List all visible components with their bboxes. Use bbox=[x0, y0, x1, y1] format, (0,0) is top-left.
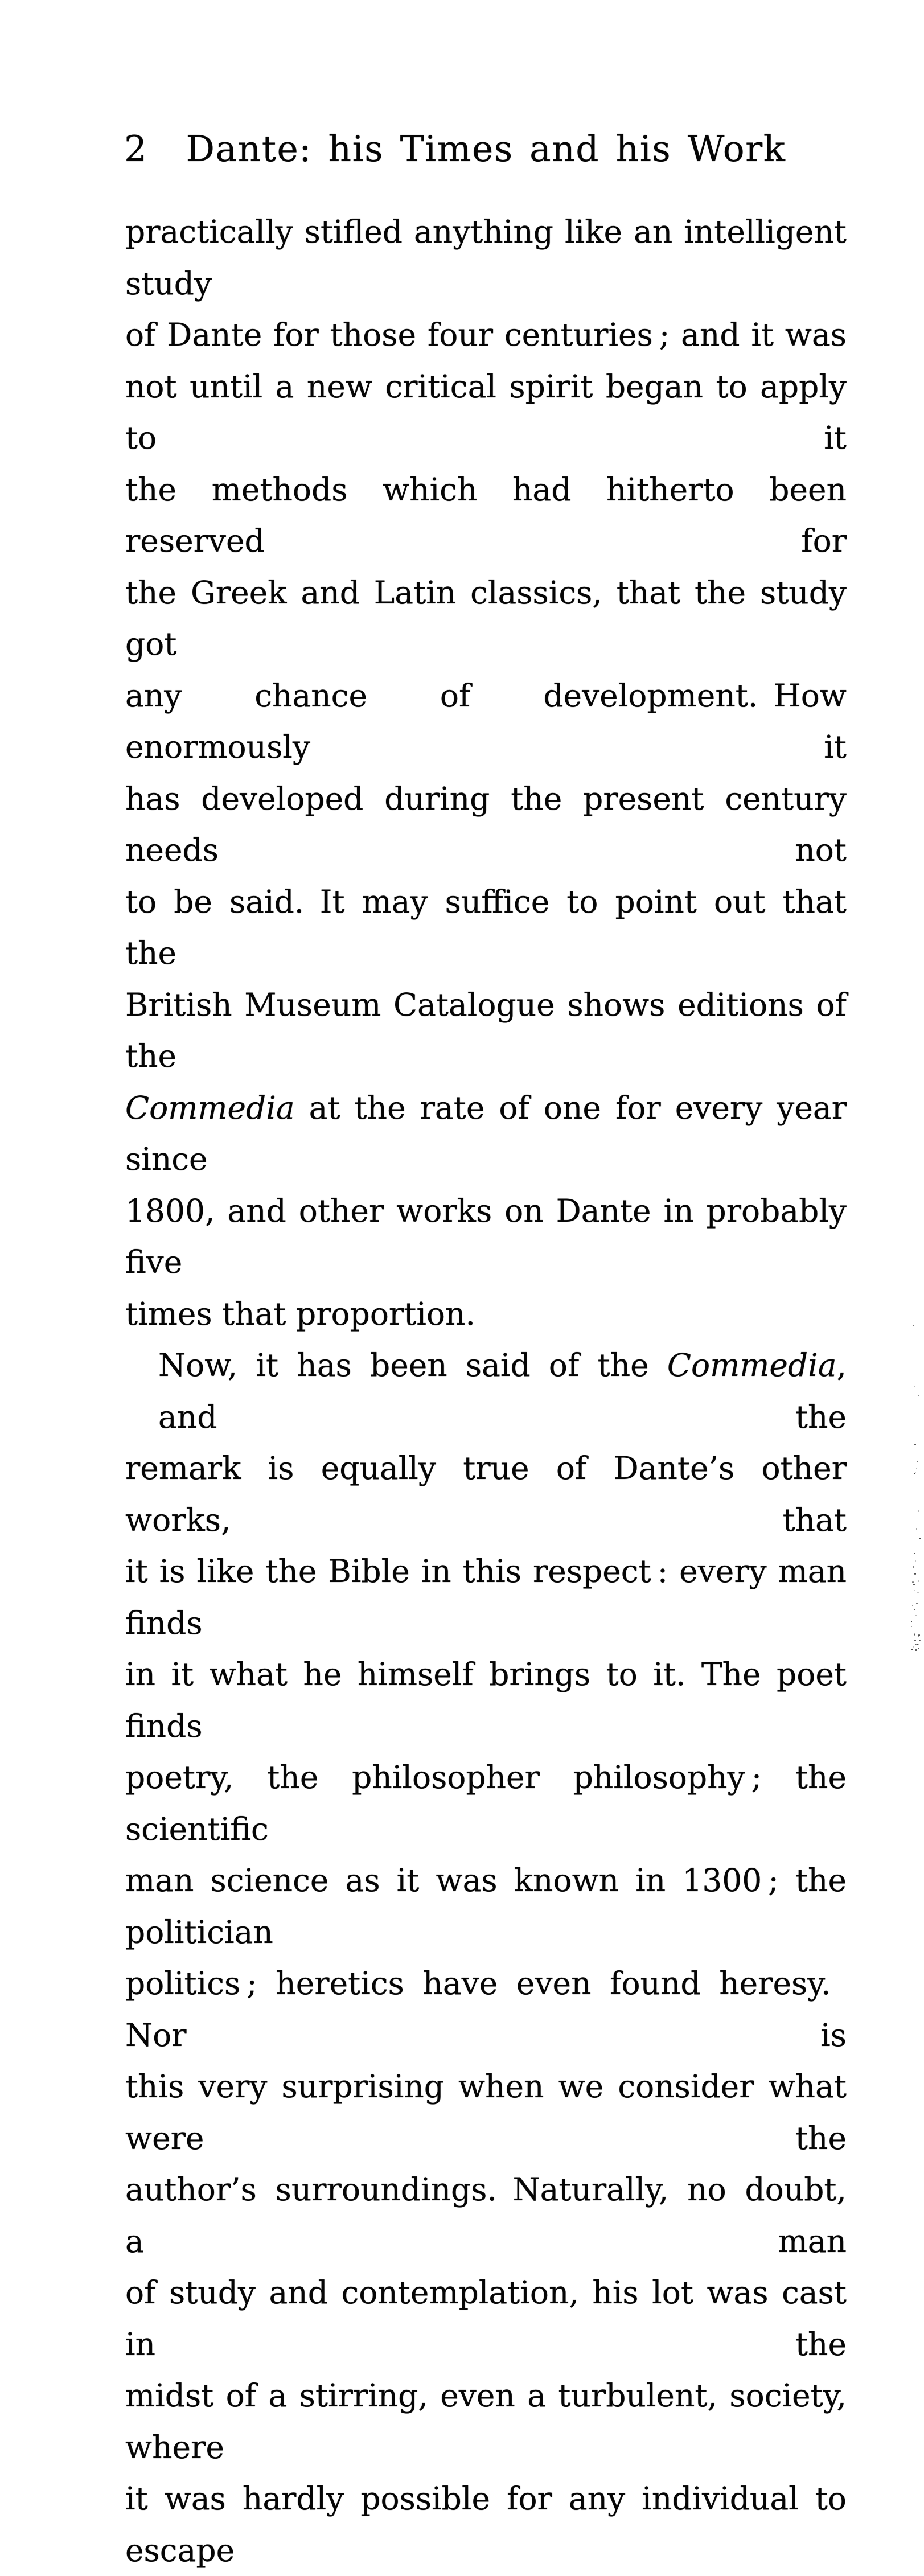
text-segment: politics ; heretics have even found heresy. Nor is bbox=[125, 1965, 847, 2053]
text-line bbox=[125, 2473, 847, 2576]
text-segment: at the rate of one for every year since bbox=[125, 1089, 847, 1177]
noise-speck bbox=[913, 1325, 914, 1326]
text-line bbox=[125, 1546, 847, 1649]
noise-speck bbox=[919, 1640, 921, 1641]
text-segment: British Museum Catalogue shows editions of the bbox=[125, 986, 847, 1074]
scan-noise-region bbox=[909, 0, 924, 1650]
text-segment: times that proportion. bbox=[125, 1295, 475, 1332]
noise-speck bbox=[917, 1461, 918, 1462]
noise-speck bbox=[918, 1648, 919, 1649]
text-segment: poetry, the philosopher philosophy ; the scientific bbox=[125, 1759, 847, 1847]
text-line bbox=[125, 2267, 847, 2370]
noise-speck bbox=[916, 1603, 918, 1604]
text-line bbox=[125, 2061, 847, 2164]
text-line bbox=[125, 206, 847, 309]
text-line bbox=[125, 1958, 847, 2061]
text-line bbox=[125, 2370, 847, 2473]
noise-speck bbox=[914, 1590, 915, 1591]
noise-speck bbox=[914, 1609, 915, 1610]
text-segment: Now, it has been said of the bbox=[158, 1347, 667, 1383]
noise-speck bbox=[918, 1510, 919, 1512]
noise-speck bbox=[914, 1473, 915, 1474]
text-line bbox=[125, 979, 847, 1082]
noise-speck bbox=[917, 1644, 918, 1645]
italic-text-segment: Commedia bbox=[667, 1347, 837, 1383]
text-segment: man science as it was known in 1300 ; the politician bbox=[125, 1862, 847, 1950]
text-segment: it was hardly possible for any individual to escape bbox=[125, 2480, 847, 2569]
text-segment: has developed during the present century needs not bbox=[125, 780, 847, 868]
paragraph bbox=[125, 1340, 847, 2576]
noise-speck bbox=[919, 1538, 921, 1539]
text-line bbox=[125, 2164, 847, 2267]
text-segment: not until a new critical spirit began to apply to it bbox=[125, 368, 847, 456]
paragraph bbox=[125, 206, 847, 1340]
noise-speck bbox=[916, 1468, 917, 1469]
text-line bbox=[125, 567, 847, 670]
noise-speck bbox=[911, 1621, 912, 1622]
text-line bbox=[125, 773, 847, 876]
noise-speck bbox=[918, 1644, 919, 1645]
text-line bbox=[125, 361, 847, 464]
page-header bbox=[125, 126, 847, 172]
noise-speck bbox=[915, 1615, 917, 1616]
noise-speck bbox=[914, 1386, 915, 1387]
noise-speck bbox=[917, 1592, 919, 1593]
noise-speck bbox=[915, 1560, 916, 1562]
noise-speck bbox=[915, 1644, 917, 1645]
text-line bbox=[125, 1752, 847, 1855]
text-segment: midst of a stirring, even a turbulent, society, where bbox=[125, 2377, 847, 2466]
text-segment: the methods which had hitherto been reserved for bbox=[125, 471, 847, 559]
text-segment: to be said. It may suffice to point out that the bbox=[125, 883, 847, 971]
text-segment: the Greek and Latin classics, that the study got bbox=[125, 574, 847, 662]
text-line bbox=[125, 1443, 847, 1546]
body-text bbox=[125, 206, 847, 2576]
noise-speck bbox=[911, 1626, 912, 1627]
text-line bbox=[125, 1649, 847, 1752]
noise-speck bbox=[915, 1472, 916, 1473]
noise-speck bbox=[918, 1636, 919, 1637]
text-line bbox=[125, 670, 847, 773]
noise-speck bbox=[913, 1566, 914, 1568]
noise-speck bbox=[914, 1573, 916, 1575]
noise-speck bbox=[912, 1605, 913, 1606]
text-segment: remark is equally true of Dante’s other works, that bbox=[125, 1450, 847, 1538]
italic-text-segment: Commedia bbox=[125, 1089, 295, 1126]
text-line bbox=[125, 1082, 847, 1185]
text-segment: author’s surroundings. Naturally, no doubt, a man bbox=[125, 2171, 847, 2259]
noise-speck bbox=[916, 1528, 917, 1530]
text-line bbox=[125, 1855, 847, 1958]
text-segment: practically stifled anything like an intelligent study bbox=[125, 213, 847, 302]
noise-speck bbox=[914, 1444, 916, 1445]
noise-speck bbox=[914, 1640, 916, 1641]
noise-speck bbox=[912, 1581, 914, 1583]
text-line bbox=[125, 1340, 847, 1443]
text-segment: , and the bbox=[158, 1347, 847, 1435]
text-line bbox=[125, 876, 847, 979]
text-segment: of Dante for those four centuries ; and it was bbox=[125, 317, 847, 353]
text-line bbox=[125, 464, 847, 567]
noise-speck bbox=[913, 1584, 915, 1585]
text-segment: in it what he himself brings to it. The poet finds bbox=[125, 1656, 847, 1744]
text-line bbox=[125, 1288, 847, 1340]
noise-speck bbox=[913, 1646, 914, 1648]
noise-speck bbox=[918, 1634, 920, 1636]
text-segment: this very surprising when we consider what were the bbox=[125, 2068, 847, 2156]
noise-speck bbox=[915, 1649, 917, 1651]
text-segment: any chance of development. How enormously it bbox=[125, 677, 847, 765]
noise-speck bbox=[911, 1649, 913, 1650]
noise-speck bbox=[914, 1633, 915, 1635]
text-line bbox=[125, 309, 847, 361]
noise-speck bbox=[918, 1395, 919, 1396]
noise-speck bbox=[918, 1580, 919, 1582]
text-segment: of study and contemplation, his lot was cast in the bbox=[125, 2274, 847, 2363]
noise-speck bbox=[914, 1634, 915, 1636]
page-number: 2 bbox=[124, 128, 147, 170]
text-segment: 1800, and other works on Dante in probably five bbox=[125, 1192, 847, 1280]
text-line bbox=[125, 1185, 847, 1288]
running-title: Dante: his Times and his Work bbox=[186, 128, 786, 170]
noise-speck bbox=[914, 1553, 915, 1554]
text-segment: it is like the Bible in this respect : every man finds bbox=[125, 1553, 847, 1641]
